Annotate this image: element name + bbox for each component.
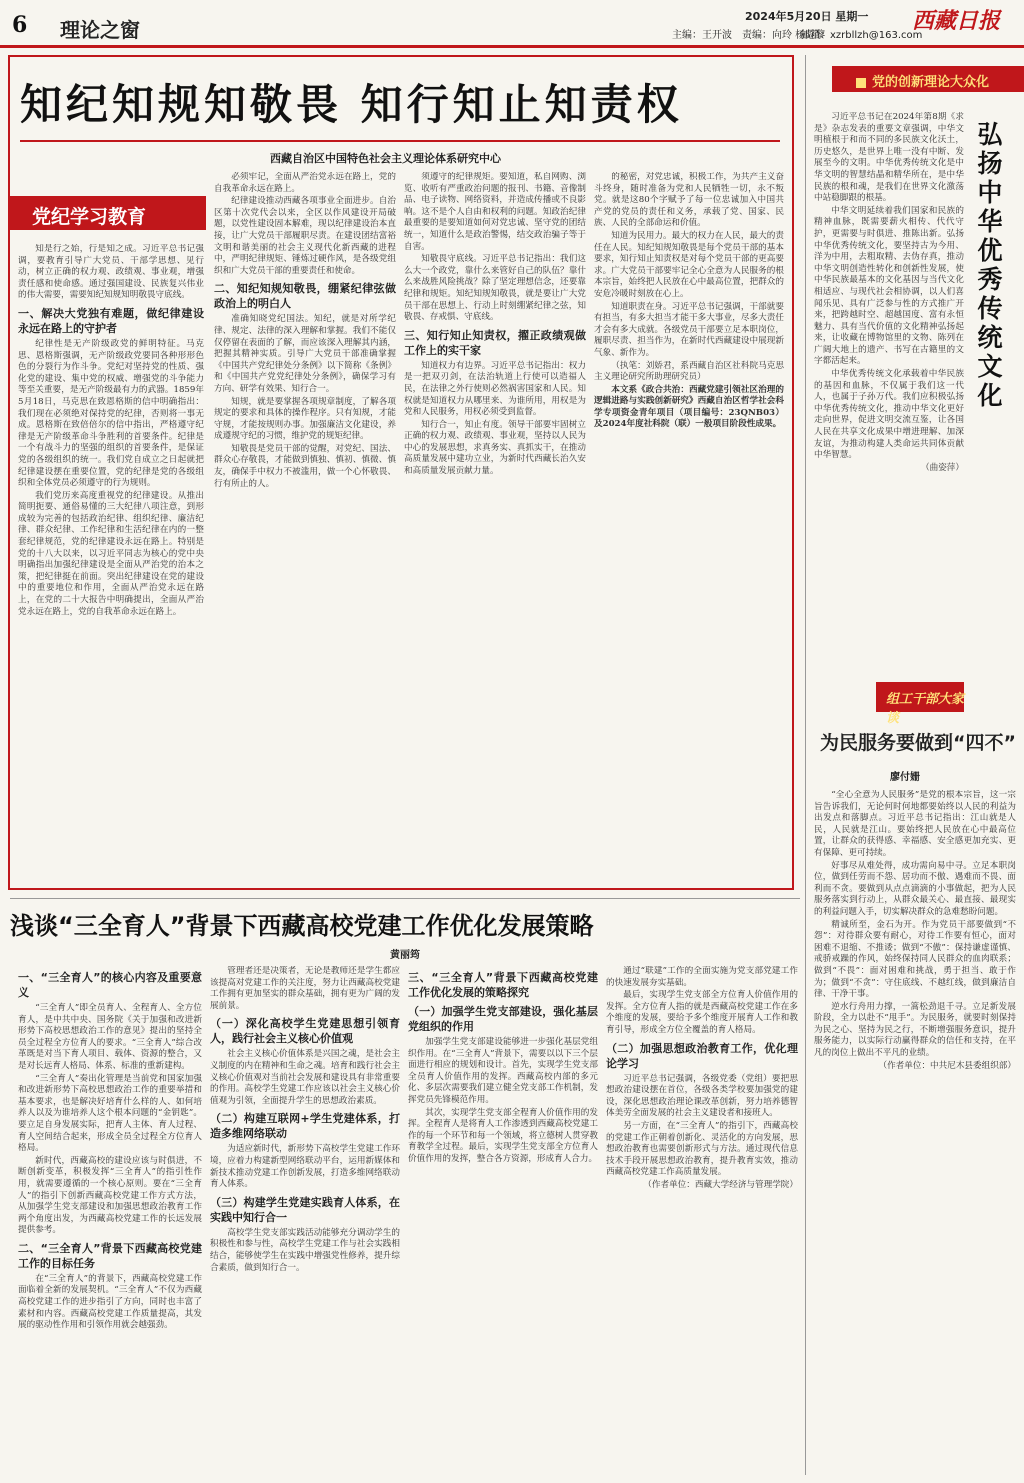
paragraph: 知敬畏是党员干部的觉醒，对党纪、国法、群众心存敬畏，才能做到慎独、慎初、慎微、慎友，确保手中权力不被滥用，做一个心怀敬畏、行有所止的人。 — [214, 443, 396, 489]
banner-label: 党的创新理论大众化 — [872, 75, 990, 90]
main-article-author: 西藏自治区中国特色社会主义理论体系研究中心 — [270, 152, 501, 165]
paragraph: 纪律建设推动西藏各项事业全面进步。自治区第十次党代会以来，全区以作风建设开局破题，以党性建设固本解难，现以纪律建设治本直接，让广大党员干部履职尽责。在建设团结富裕文明和谐美丽的社会主义现代化新西藏的进程中，严明纪律规矩、锤炼过硬作风，是各级党组织和广大党员干部的重要责任和使命。 — [214, 196, 396, 276]
theory-banner — [832, 66, 1024, 92]
paragraph: 知道职责在身。习近平总书记强调，干部就要有担当，有多大担当才能干多大事业，尽多大责任才会有多大成就。各级党员干部要立足本职岗位，履职尽责、担当作为，在新时代西藏建设中展现新气象、新作为。 — [594, 301, 784, 358]
paragraph: 精诚所至，金石为开。作为党员干部要做到“不怨”：对待群众要有耐心，对待工作要有恒心，面对困难不退缩、不推诿；做到“不傲”：保持谦虚谨慎、戒骄戒躁的作风，始终保持同人民群众的血肉联系；做到“不畏”：面对困难和挑战，勇于担当、敢于作为；做到“不贪”：守住底线、不越红线，做到廉洁自律、干净干事。 — [814, 919, 1016, 1000]
subheading: （二）构建互联网+学生党建体系，打造多维网络联动 — [210, 1112, 400, 1141]
paragraph: 加强学生党支部建设能够进一步强化基层党组织作用。在“三全育人”背景下，需要以以下三个层面进行相应的规划和设计。首先，实现学生党支部全员育人价值作用的发挥。西藏高校内部的多元化、多层次需要我们建立健全党支部工作机制，发挥党员先锋模范作用。 — [408, 1037, 598, 1105]
paragraph: 知是行之始，行是知之成。习近平总书记强调，要教育引导广大党员、干部学思想、见行动，树立正确的权力观、政绩观、事业观，增强责任感和使命感。通过强国建设、民族复兴伟业的伟大需要，需要知纪知规知明敬畏守底线。 — [18, 244, 204, 301]
paragraph: 通过“联建”工作的全面实施为党支部党建工作的快速发展夯实基础。 — [606, 966, 798, 988]
education-column-1 — [18, 966, 202, 1474]
paragraph: 逆水行舟用力撑，一篙松劲退千寻。立足新发展阶段，全力以赴不“甩手”。为民服务，就要时刻保持为民之心、坚持为民之行，不断增强服务意识，提升服务能力，以实际行动赢得群众的信任和支持，在平凡的岗位上做出不平凡的业绩。 — [814, 1001, 1016, 1059]
service-column — [814, 790, 1016, 1474]
paragraph: 知道为民用力。最大的权力在人民，最大的责任在人民。知纪知规知敬畏是每个党员干部的基本要求，知行知止知责权是对每个党员干部的更高要求。广大党员干部要牢记全心全意为人民服务的根本宗旨，始终把人民放在心中最高位置，把群众的安危冷暖时刻放在心上。 — [594, 230, 784, 299]
paragraph: 其次，实现学生党支部全程育人价值作用的发挥。全程育人是将育人工作渗透到西藏高校党建工作的每一个环节和每一个领域，将立德树人贯穿教育教学全过程。最后，实现学生党支部全方位育人价值作用的发挥，整合各方资源，形成育人合力。 — [408, 1107, 598, 1164]
header-rule — [0, 45, 1024, 48]
paragraph: “三全育人”奏出化管理是当前党和国家加强和改进新形势下高校思想政治工作的重要举措和基本要求，也是解决好培育什么样的人、如何培养人以及为谁培养人这个根本问题的“金钥匙”。要立足自身发展实际，把育人主体、育人过程、育人空间结合起来，形成全员全过程全方位育人格局。 — [18, 1073, 202, 1154]
paragraph: 好事尽从难处得，成功需向易中寻。立足本职岗位，做到任劳而不怨、居功而不傲、遇难而不畏、面利而不贪。要做到从点点滴滴的小事做起，把为人民服务落实到行动上，从群众最关心、最直接、最现实的利益问题入手，切实解决群众的急难愁盼问题。 — [814, 860, 1016, 917]
cadre-banner: 组工干部大家谈 — [876, 682, 964, 712]
paragraph: 另一方面，在“三全育人”的指引下，西藏高校的党建工作正朝着创新化、灵活化的方向发展，思想政治教育也需要创新形式与方法。通过现代信息技术手段开展思想政治教育，提升教育实效，推动西藏高校党建工作高质量发展。 — [606, 1120, 798, 1178]
signature: （曲姿萍） — [921, 462, 964, 473]
section-divider — [10, 898, 800, 899]
paragraph: 习近平总书记在2024年第8期《求是》杂志发表的重要文章强调，中华文明植根于和而不同的多民族文化沃土，历史悠久，是世界上唯一没有中断、发展至今的文明。中华优秀传统文化是中华文明的智慧结晶和精华所在，是中华民族的根和魂，是我们在世界文化激荡中站稳脚跟的根基。 — [814, 112, 964, 204]
funding-note: 本文系《政合共治：西藏党建引领社区治理的逻辑进路与实践创新研究》西藏自治区哲学社会科学专项资金青年项目（项目编号：23QNB03）及2024年度社科院（联）一般项目阶段性成果。 — [594, 384, 784, 430]
main-column-4 — [594, 172, 784, 884]
education-article-title: 浅谈“三全育人”背景下西藏高校党建工作优化发展策略 — [10, 912, 594, 940]
subheading: （一）深化高校学生党建思想引领育人，践行社会主义核心价值观 — [210, 1017, 400, 1046]
title-rule — [20, 140, 780, 142]
paragraph: “全心全意为人民服务”是党的根本宗旨，这一宗旨告诉我们，无论何时何地都要始终以人民的利益为出发点和落脚点。习近平总书记指出：江山就是人民，人民就是江山。要始终把人民放在心中最高位置，让群众的获得感、幸福感、安全感更加充实、更有保障、更可持续。 — [814, 790, 1016, 858]
service-article-author: 廖付姗 — [890, 772, 920, 783]
paragraph: 习近平总书记强调，各级党委（党组）要把思想政治建设摆在首位，各级各类学校要加强党的建设，深化思想政治理论课改革创新，努力培养德智体美劳全面发展的社会主义建设者和接班人。 — [606, 1073, 798, 1119]
author-note: （执笔：刘娇君，系西藏自治区社科院马克思主义理论研究所助理研究员） — [594, 360, 784, 383]
paragraph: 管理者还是决策者，无论是教师还是学生都应该提高对党建工作的关注度，努力让西藏高校党建工作拥有更加坚实的群众基础，拥有更为广阔的发展前景。 — [210, 966, 400, 1011]
paragraph: 中华文明延续着我们国家和民族的精神血脉，既需要薪火相传、代代守护，更需要与时俱进、推陈出新。弘扬中华优秀传统文化，要坚持古为今用、洋为中用，去粗取精、去伪存真，推动中华文明创造性转化和创新性发展，使中华民族最基本的文化基因与当代文化相适应、与现代社会相协调，以人们喜闻乐见、具有广泛参与性的方式推广开来，把跨越时空、超越国度、富有永恒魅力、具有当代价值的文化精神弘扬起来，让收藏在博物馆里的文物、陈列在广阔大地上的遗产、书写在古籍里的文字都活起来。 — [814, 205, 964, 367]
paragraph: 我们党历来高度重视党的纪律建设。从推出简明扼要、通俗易懂的三大纪律八项注意，到形成较为完善的包括政治纪律、组织纪律、廉洁纪律、群众纪律、工作纪律和生活纪律在内的一整套纪律规范，党的纪律建设永远在路上。特别是党的十八大以来，以习近平同志为核心的党中央明确指出加强纪律建设是全面从严治党的治本之策，把纪律挺在前面。突出纪律建设在党的建设中的重要地位和作用，全面从严治党永远在路上，在党的二十大报告中明确提出，全面从严治党永远在路上，党的自我革命永远在路上。 — [18, 490, 204, 617]
page-number: 6 — [12, 12, 28, 38]
paragraph: 必须牢记，全面从严治党永远在路上，党的自我革命永远在路上。 — [214, 172, 396, 194]
main-article-title: 知纪知规知敬畏 知行知止知责权 — [20, 80, 683, 129]
paragraph: 新时代，西藏高校的建设应该与时俱进，不断创新变革，积极发挥“三全育人”的指引性作用，就需要遵循的一个核心原则。要在“三全育人”的指引下创新西藏高校党建工作方式方法，从加强学生党支部建设和加强思想政治教育工作两个角度出发，为西藏高校党建工作的长远发展提供参考。 — [18, 1155, 202, 1236]
main-column-3 — [404, 172, 586, 884]
subheading: （三）构建学生党建实践育人体系，在实践中知行合一 — [210, 1195, 400, 1224]
culture-article-title: 弘扬中华优秀传统文化 — [977, 120, 1003, 410]
section-title: 理论之窗 — [60, 18, 140, 42]
subheading: 二、知纪知规知敬畏，绷紧纪律弦做政治上的明白人 — [214, 282, 396, 311]
paragraph: 知敬畏守底线。习近平总书记指出：我们这么大一个政党，靠什么来管好自己的队伍？靠什么来战胜风险挑战？除了坚定理想信念，还要靠纪律和规矩。知纪知规知敬畏，就是要让广大党员干部在思想上、行动上时刻绷紧纪律之弦，知敬畏、存戒惧、守底线。 — [404, 254, 586, 323]
paragraph: 为适应新时代，新形势下高校学生党建工作环境，应着力构建新型网络联动平台，运用新媒体和新技术推动党建工作创新发展，打造多维网络联动育人体系。 — [210, 1144, 400, 1190]
subheading: 二、“三全育人”背景下西藏高校党建工作的目标任务 — [18, 1241, 202, 1270]
subheading: 一、解决大党独有难题，做纪律建设永远在路上的守护者 — [18, 306, 204, 335]
main-column-1 — [18, 244, 204, 884]
education-article-author: 黄丽筠 — [390, 950, 420, 961]
subheading: 一、“三全育人”的核心内容及重要意义 — [18, 971, 202, 999]
education-column-3 — [408, 966, 598, 1474]
subheading: 三、“三全育人”背景下西藏高校党建工作优化发展的策略探究 — [408, 971, 598, 999]
party-emblem-icon — [856, 78, 866, 88]
paragraph: “三全育人”即全员育人、全程育人、全方位育人，是中共中央、国务院《关于加强和改进新形势下高校思想政治工作的意见》提出的坚持全员全过程全方位育人的要求。“三全育人”综合改革既是对当下育人项目、载体、资源的整合，又是对长远育人格局、体系、标准的重新建构。 — [18, 1003, 202, 1071]
editors: 主编：王开波 责编：向玲 杨彪黎 — [672, 30, 826, 41]
subheading: （二）加强思想政治教育工作，优化理论学习 — [606, 1041, 798, 1070]
paragraph: 社会主义核心价值体系是兴国之魂，是社会主义制度的内在精神和生命之魂。培育和践行社会主义核心价值观对当前社会发展和建设具有非常重要的作用。高校学生党建工作应该以社会主义核心价值观为引领，全面提升学生的思想政治素质。 — [210, 1049, 400, 1106]
culture-column — [814, 112, 964, 652]
paragraph: 的秘密，对党忠诚，积极工作，为共产主义奋斗终身，随时准备为党和人民牺牲一切，永不叛党。就是这80个字赋予了每一位忠诚加入中国共产党的党员的责任和义务，承载了党、国家、民族、人民的全部命运和价值。 — [594, 172, 784, 229]
paragraph: 须遵守的纪律规矩。要知道，私自网购、浏览、收听有严重政治问题的报刊、书籍、音像制品、电子读物、网络资料，并造成传播或不良影响。这不是个人自由和权利的问题。知政治纪律最重要的是要知道如何对党忠诚、坚守党的团结统一，知道什么是政治警惕，结交政治骗子等于自害。 — [404, 172, 586, 252]
paragraph: 最后，实现学生党支部全方位育人价值作用的发挥。全方位育人指的就是西藏高校党建工作在多个维度的发展，要给予多个维度开展育人工作和教育引导，形成全方位全覆盖的育人格局。 — [606, 990, 798, 1035]
paragraph: 高校学生党支部实践活动能够充分调动学生的积极性和参与性，高校学生党建工作与社会实践相结合，能够使学生在实践中增强党性修养，提升综合素质，做到知行合一。 — [210, 1227, 400, 1273]
paragraph: 在“三全育人”的背景下，西藏高校党建工作面临着全新的发展契机。“三全育人”不仅为西藏高校党建工作的进步指引了方向，同时也丰富了素材和内容。西藏高校党建工作质量提高，其发展的驱动性作用和引领作用就会越强劲。 — [18, 1273, 202, 1331]
subheading: （一）加强学生党支部建设，强化基层党组织的作用 — [408, 1005, 598, 1033]
section-banner: 党纪学习教育 — [10, 196, 206, 230]
subheading: 三、知行知止知责权，擢正政绩观做工作上的实干家 — [404, 328, 586, 357]
paragraph: 知道权力有边界。习近平总书记指出：权力是一把双刃剑，在法治轨道上行使可以造福人民，在法律之外行使则必然祸害国家和人民。知权就是知道权力从哪里来、为谁所用，用权是为党和人民服务，用权必须受到监督。 — [404, 360, 586, 418]
column-divider — [805, 55, 806, 1475]
issue-date: 2024年5月20日 星期一 — [745, 10, 869, 23]
paragraph: 知行合一，知止有度。领导干部要牢固树立正确的权力观、政绩观、事业观，坚持以人民为中心的发展思想，求真务实、真抓实干，在推动高质量发展中建功立业，为新时代西藏长治久安和高质量发展贡献力量。 — [404, 419, 586, 477]
paragraph: 准确知晓党纪国法。知纪，就是对所学纪律、规定、法律的深入理解和掌握。我们不能仅仅停留在表面的了解，而应该深入理解其内涵，把握其精神实质。引导广大党员干部准确掌握《中国共产党纪律处分条例》以下简称《条例》和《中国共产党党纪律处分条例》，确保学习有方向、研学有效果、知行合一。 — [214, 314, 396, 394]
paragraph: 知规，就是要掌握各项规章制度，了解各项规定的要求和具体的操作程序。只有知规，才能守规，才能按规则办事。加强廉洁文化建设，养成遵规守纪的习惯，维护党的规矩纪律。 — [214, 396, 396, 442]
email: 邮箱：xzrbllzh@163.com — [800, 30, 923, 41]
newspaper-logo: 西藏日报 — [912, 8, 1001, 34]
signature: （作者单位：中共尼木县委组织部） — [878, 1060, 1016, 1071]
paragraph: 纪律性是无产阶级政党的鲜明特征。马克思、恩格斯强调，无产阶级政党要同各种形形色色的分裂行为作斗争。党纪对坚持党的性质、强化党的建设、集中党的权威、增强党的斗争能力等至关重要，是无产阶级最有力的武器。1859年5月18日，马克思在致恩格斯的信中明确指出：我们现在必须绝对保持党的纪律，否则将一事无成。恩格斯在致倍倍尔的信中指出，严格遵守纪律是无产阶级革命斗争胜利的首要条件。纪律是一个有战斗力的坚强的组织的首要条件，是保证党的各级组织的统一。我们党自成立之日起就把纪律建设摆在重要位置，党的纪律是党的各级组织和全体党员必须遵守的行为规则。 — [18, 338, 204, 489]
paragraph: 中华优秀传统文化承载着中华民族的基因和血脉，不仅属于我们这一代人，也属于子孙万代。我们应积极弘扬中华优秀传统文化，推动中华文化更好走向世界，促进文明交流互鉴，让各国人民在共享文化成果中增进理解、加深友谊，为推动构建人类命运共同体贡献中华智慧。 — [814, 369, 964, 461]
service-article-title: 为民服务要做到“四不” — [820, 732, 1016, 754]
signature: （作者单位：西藏大学经济与管理学院） — [643, 1179, 798, 1190]
education-column-4 — [606, 966, 798, 1474]
education-column-2 — [210, 966, 400, 1474]
main-column-2 — [214, 172, 396, 884]
